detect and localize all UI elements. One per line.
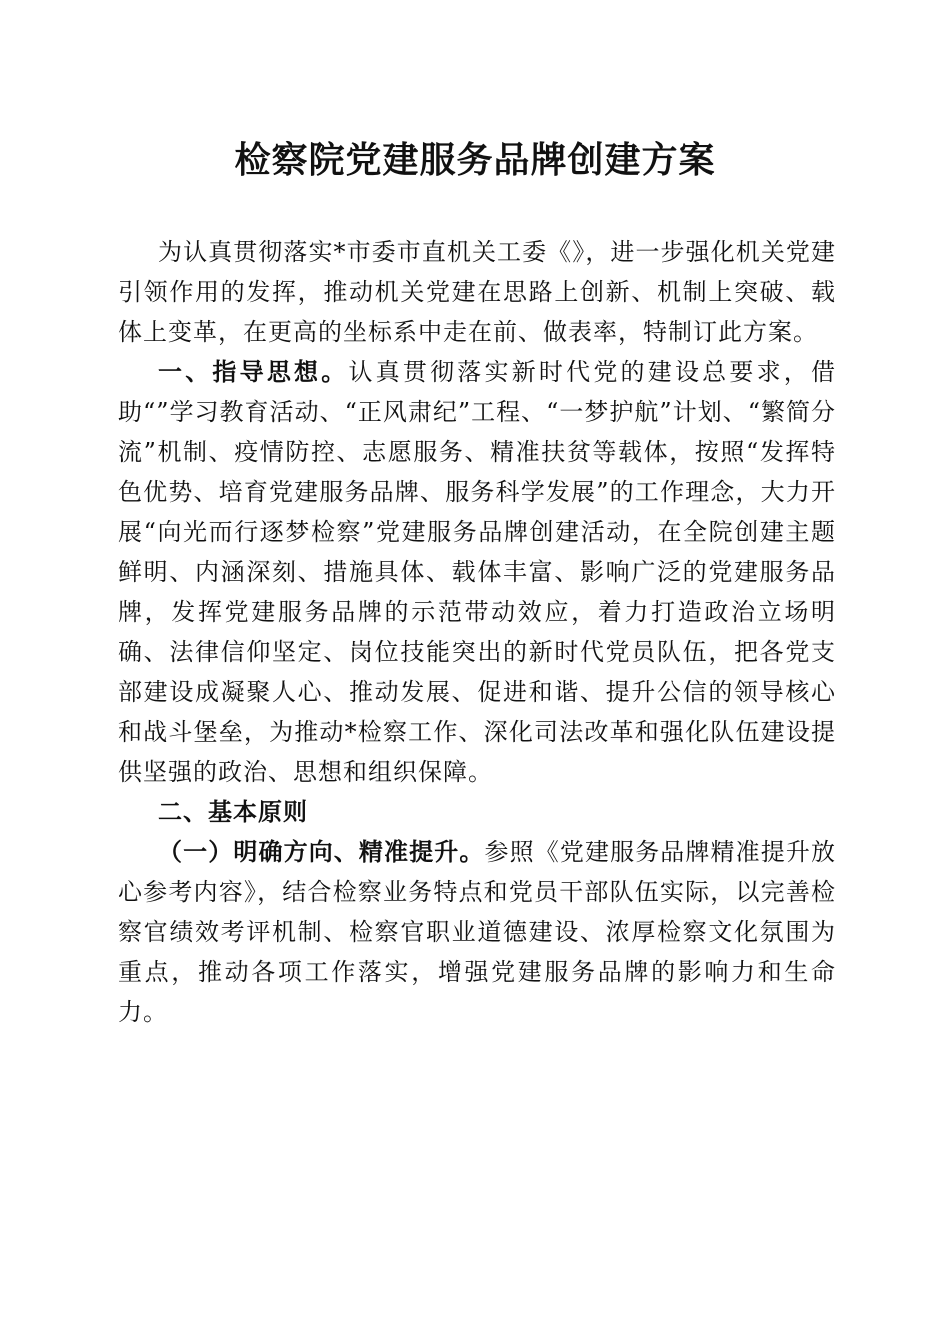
section-2-sub-1-heading: （一）明确方向、精准提升。	[158, 837, 485, 866]
document-body	[118, 232, 836, 1032]
section-1-body: 认真贯彻落实新时代党的建设总要求，借助“”学习教育活动、“正风肃纪”工程、“一梦护航”计划、“繁简分流”机制、疫情防控、志愿服务、精准扶贫等载体，按照“发挥特色优势、培育党建服务品牌、服务科学发展”的工作理念，大力开展“向光而行逐梦检察”党建服务品牌创建活动，在全院创建主题鲜明、内涵深刻、措施具体、载体丰富、影响广泛的党建服务品牌，发挥党建服务品牌的示范带动效应，着力打造政治立场明确、法律信仰坚定、岗位技能突出的新时代党员队伍，把各党支部建设成凝聚人心、推动发展、促进和谐、提升公信的领导核心和战斗堡垒，为推动*检察工作、深化司法改革和强化队伍建设提供坚强的政治、思想和组织保障。	[118, 358, 837, 786]
document-title: 检察院党建服务品牌创建方案	[234, 139, 716, 181]
section-1-heading: 一、指导思想。	[158, 357, 349, 386]
section-2-sub-1-body: 参照《党建服务品牌精准提升放心参考内容》，结合检察业务特点和党员干部队伍实际，以完善检察官绩效考评机制、检察官职业道德建设、浓厚检察文化氛围为重点，推动各项工作落实，增强党建服务品牌的影响力和生命力。	[118, 838, 836, 1026]
section-2-sub-1-paragraph	[118, 832, 836, 1032]
section-2-heading: 二、基本原则	[158, 797, 308, 826]
section-1-paragraph	[118, 352, 836, 792]
intro-paragraph: 为认真贯彻落实*市委市直机关工委《》，进一步强化机关党建引领作用的发挥，推动机关党建在思路上创新、机制上突破、载体上变革，在更高的坐标系中走在前、做表率，特制订此方案。	[118, 238, 836, 346]
